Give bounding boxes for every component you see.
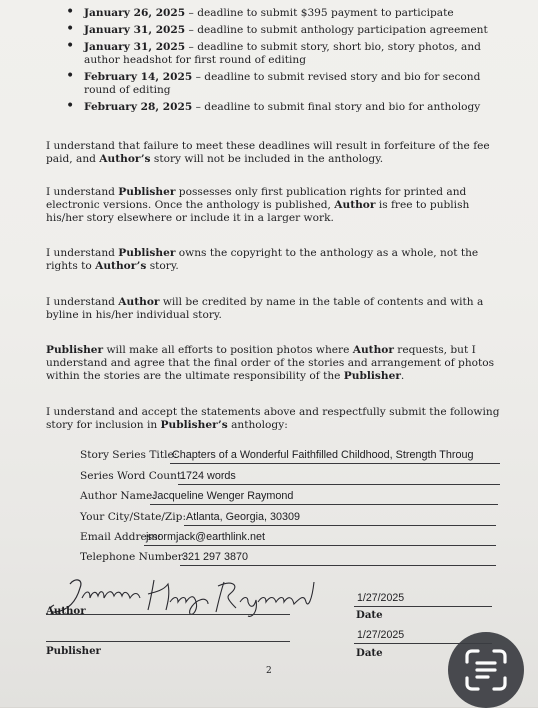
story-title-underline xyxy=(170,463,500,464)
email-underline xyxy=(144,545,496,546)
publisher-signature-line xyxy=(46,641,290,642)
author-name-underline xyxy=(150,504,498,505)
term-submission: I understand and accept the statements above and respectfully submit the following story for inclusion in Publisher’s anthology: xyxy=(46,406,500,431)
story-title-row xyxy=(80,448,510,464)
email-row xyxy=(80,530,510,546)
publisher-date-field[interactable]: 1/27/2025 xyxy=(357,629,405,641)
email-field[interactable]: jmormjack@earthlink.net xyxy=(146,531,265,543)
deadline-item xyxy=(60,41,510,67)
term-forfeiture: I understand that failure to meet these deadlines will result in forfeiture of the fee paid, and Author’s story will not be included in the anthology. xyxy=(46,140,490,165)
deadline-item xyxy=(60,101,510,114)
story-title-label: Story Series Title: xyxy=(80,449,178,461)
deadline-text: – deadline to submit final story and bio for anthology xyxy=(192,101,481,113)
author-date-label: Date xyxy=(356,609,383,621)
deadline-date: January 31, 2025 xyxy=(84,24,186,36)
telephone-label: Telephone Number: xyxy=(80,551,187,563)
deadline-date: February 28, 2025 xyxy=(84,101,193,113)
author-name-row xyxy=(80,489,510,505)
telephone-field[interactable]: 321 297 3870 xyxy=(182,551,249,563)
story-title-field[interactable]: Chapters of a Wonderful Faithfilled Childhood, Strength Throug xyxy=(172,449,474,461)
publisher-date-label: Date xyxy=(356,647,383,659)
author-signature-label: Author xyxy=(46,605,86,617)
city-state-zip-underline xyxy=(184,525,496,526)
word-count-underline xyxy=(178,484,500,485)
email-label: Email Address: xyxy=(80,531,162,543)
city-state-zip-label: Your City/State/Zip: xyxy=(80,511,187,523)
deadline-list xyxy=(60,7,510,118)
author-name-label: Author Name: xyxy=(80,490,156,502)
text-scan-icon xyxy=(464,648,508,692)
deadline-text: – deadline to submit story, short bio, story photos, and author headshot for first round of editing xyxy=(84,41,481,66)
publisher-signature-label: Publisher xyxy=(46,645,101,657)
deadline-text: – deadline to submit anthology participation agreement xyxy=(185,24,488,36)
author-date-field[interactable]: 1/27/2025 xyxy=(357,592,405,604)
deadline-date: January 26, 2025 xyxy=(84,7,186,19)
city-state-zip-row xyxy=(80,510,510,526)
term-publication-rights: I understand Publisher possesses only first publication rights for printed and electronic versions. Once the anthology is published, Author is free to publish his/her story elsewhere or include it in a larger work. xyxy=(46,186,470,224)
deadline-date: January 31, 2025 xyxy=(84,41,186,53)
deadline-date: February 14, 2025 xyxy=(84,71,193,83)
page-number: 2 xyxy=(266,666,272,676)
author-date-line xyxy=(354,606,492,607)
word-count-field[interactable]: 1724 words xyxy=(180,470,236,482)
author-name-field[interactable]: Jacqueline Wenger Raymond xyxy=(152,490,294,502)
word-count-row xyxy=(80,469,510,485)
city-state-zip-field[interactable]: Atlanta, Georgia, 30309 xyxy=(186,511,301,523)
text-scan-button[interactable] xyxy=(448,632,524,708)
term-credit: I understand Author will be credited by name in the table of contents and with a byline in his/her individual story. xyxy=(46,296,484,321)
telephone-row xyxy=(80,550,510,566)
term-copyright: I understand Publisher owns the copyright to the anthology as a whole, not the rights to Author’s story. xyxy=(46,247,479,272)
deadline-item xyxy=(60,71,510,97)
deadline-item xyxy=(60,7,510,20)
deadline-text: – deadline to submit revised story and bio for second round of editing xyxy=(84,71,481,96)
word-count-label: Series Word Count: xyxy=(80,470,185,482)
term-photos: Publisher will make all efforts to position photos where Author requests, but I understand and agree that the final order of the stories and arrangement of photos within the stories are the ultimate responsibility of the Publisher. xyxy=(46,344,495,382)
telephone-underline xyxy=(180,565,496,566)
deadline-text: – deadline to submit $395 payment to participate xyxy=(185,7,454,19)
deadline-item xyxy=(60,24,510,37)
